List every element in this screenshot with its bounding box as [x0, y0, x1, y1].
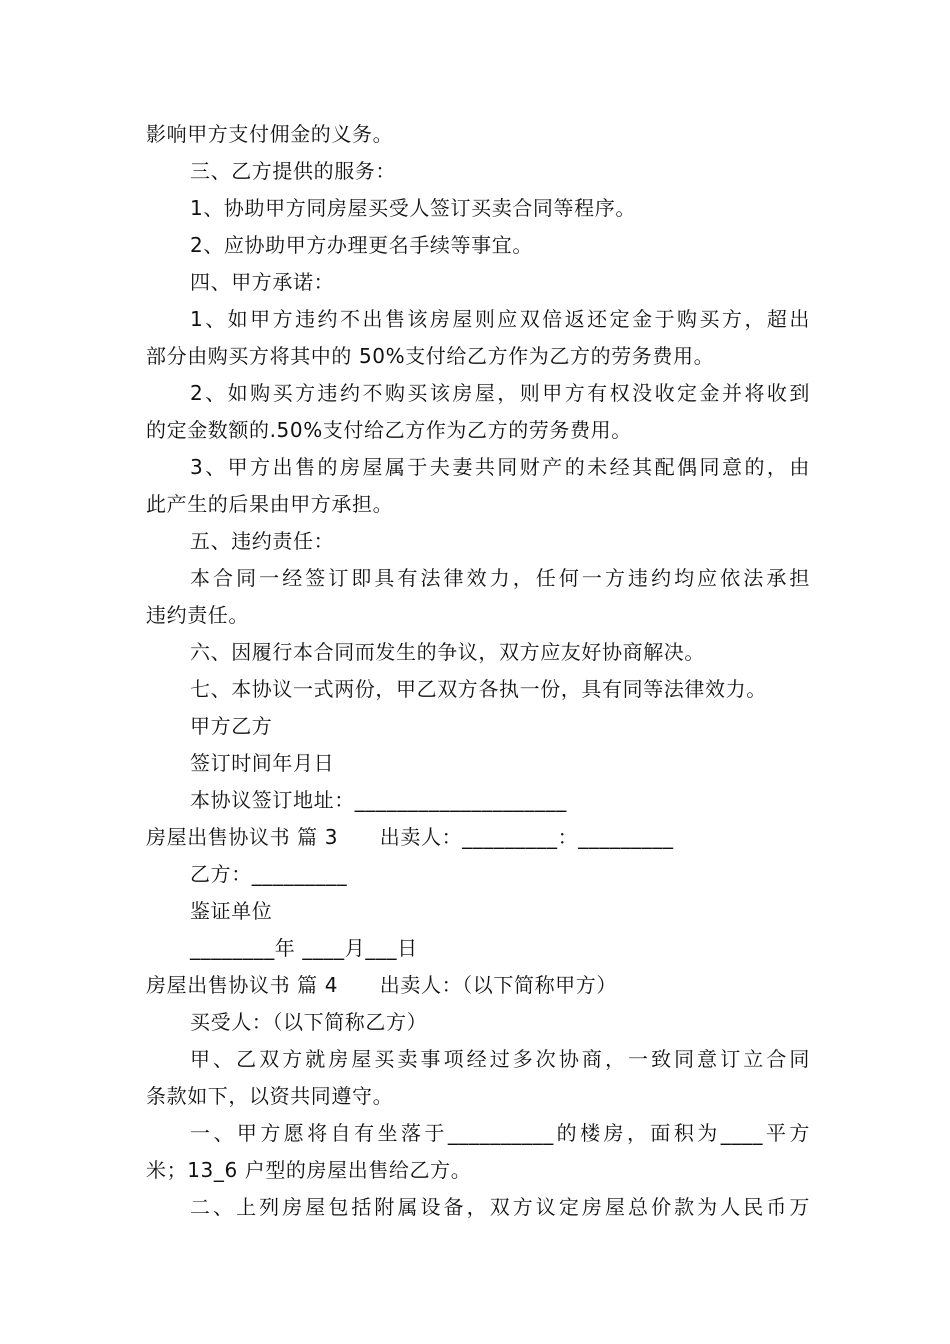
text-line: 二、上列房屋包括附属设备，双方议定房屋总价款为人民币万 [190, 1195, 810, 1219]
text-line: 影响甲方支付佣金的义务。 [146, 122, 394, 146]
text-line: 部分由购买方将其中的 50%支付给乙方作为乙方的劳务费用。 [146, 344, 715, 368]
text-line: 2、如购买方违约不购买该房屋，则甲方有权没收定金并将收到 [190, 381, 810, 405]
text-line: 买受人：（以下简称乙方） [190, 1010, 428, 1034]
text-line: 鉴证单位 [190, 899, 273, 923]
text-line: 条款如下，以资共同遵守。 [146, 1084, 394, 1108]
document-page [146, 116, 810, 1226]
text-line: 六、因履行本合同而发生的争议，双方应友好协商解决。 [190, 640, 705, 664]
text-line: 本协议签订地址：____________________ [190, 788, 567, 812]
text-line: 甲、乙双方就房屋买卖事项经过多次协商，一致同意订立合同 [190, 1047, 810, 1071]
text-line: 五、违约责任： [190, 529, 335, 553]
text-line: 米；13_6 户型的房屋出售给乙方。 [146, 1158, 472, 1182]
text-line: 三、乙方提供的服务： [190, 159, 396, 183]
text-line: 2、应协助甲方办理更名手续等事宜。 [190, 233, 533, 257]
text-line: 签订时间年月日 [190, 751, 335, 775]
text-line: 1、如甲方违约不出售该房屋则应双倍返还定金于购买方，超出 [190, 307, 810, 331]
text-line: 乙方：_________ [190, 862, 348, 886]
text-line: ________年 ____月___日 [190, 936, 418, 960]
text-line: 一、甲方愿将自有坐落于__________的楼房，面积为____平方 [190, 1121, 810, 1145]
text-line: 甲方乙方 [190, 714, 273, 738]
text-line: 四、甲方承诺： [190, 270, 335, 294]
text-line: 的定金数额的.50%支付给乙方作为乙方的劳务费用。 [146, 418, 632, 442]
text-line: 本合同一经签订即具有法律效力，任何一方违约均应依法承担 [190, 566, 810, 590]
text-line: 3、甲方出售的房屋属于夫妻共同财产的未经其配偶同意的，由 [190, 455, 810, 479]
text-line: 房屋出售协议书 篇 3 出卖人：_________：_________ [146, 825, 674, 849]
text-line: 1、协助甲方同房屋买受人签订买卖合同等程序。 [190, 196, 636, 220]
text-line: 七、本协议一式两份，甲乙双方各执一份，具有同等法律效力。 [190, 677, 767, 701]
text-line: 违约责任。 [146, 603, 249, 627]
text-line: 此产生的后果由甲方承担。 [146, 492, 394, 516]
text-line: 房屋出售协议书 篇 4 出卖人：（以下简称甲方） [146, 973, 617, 997]
